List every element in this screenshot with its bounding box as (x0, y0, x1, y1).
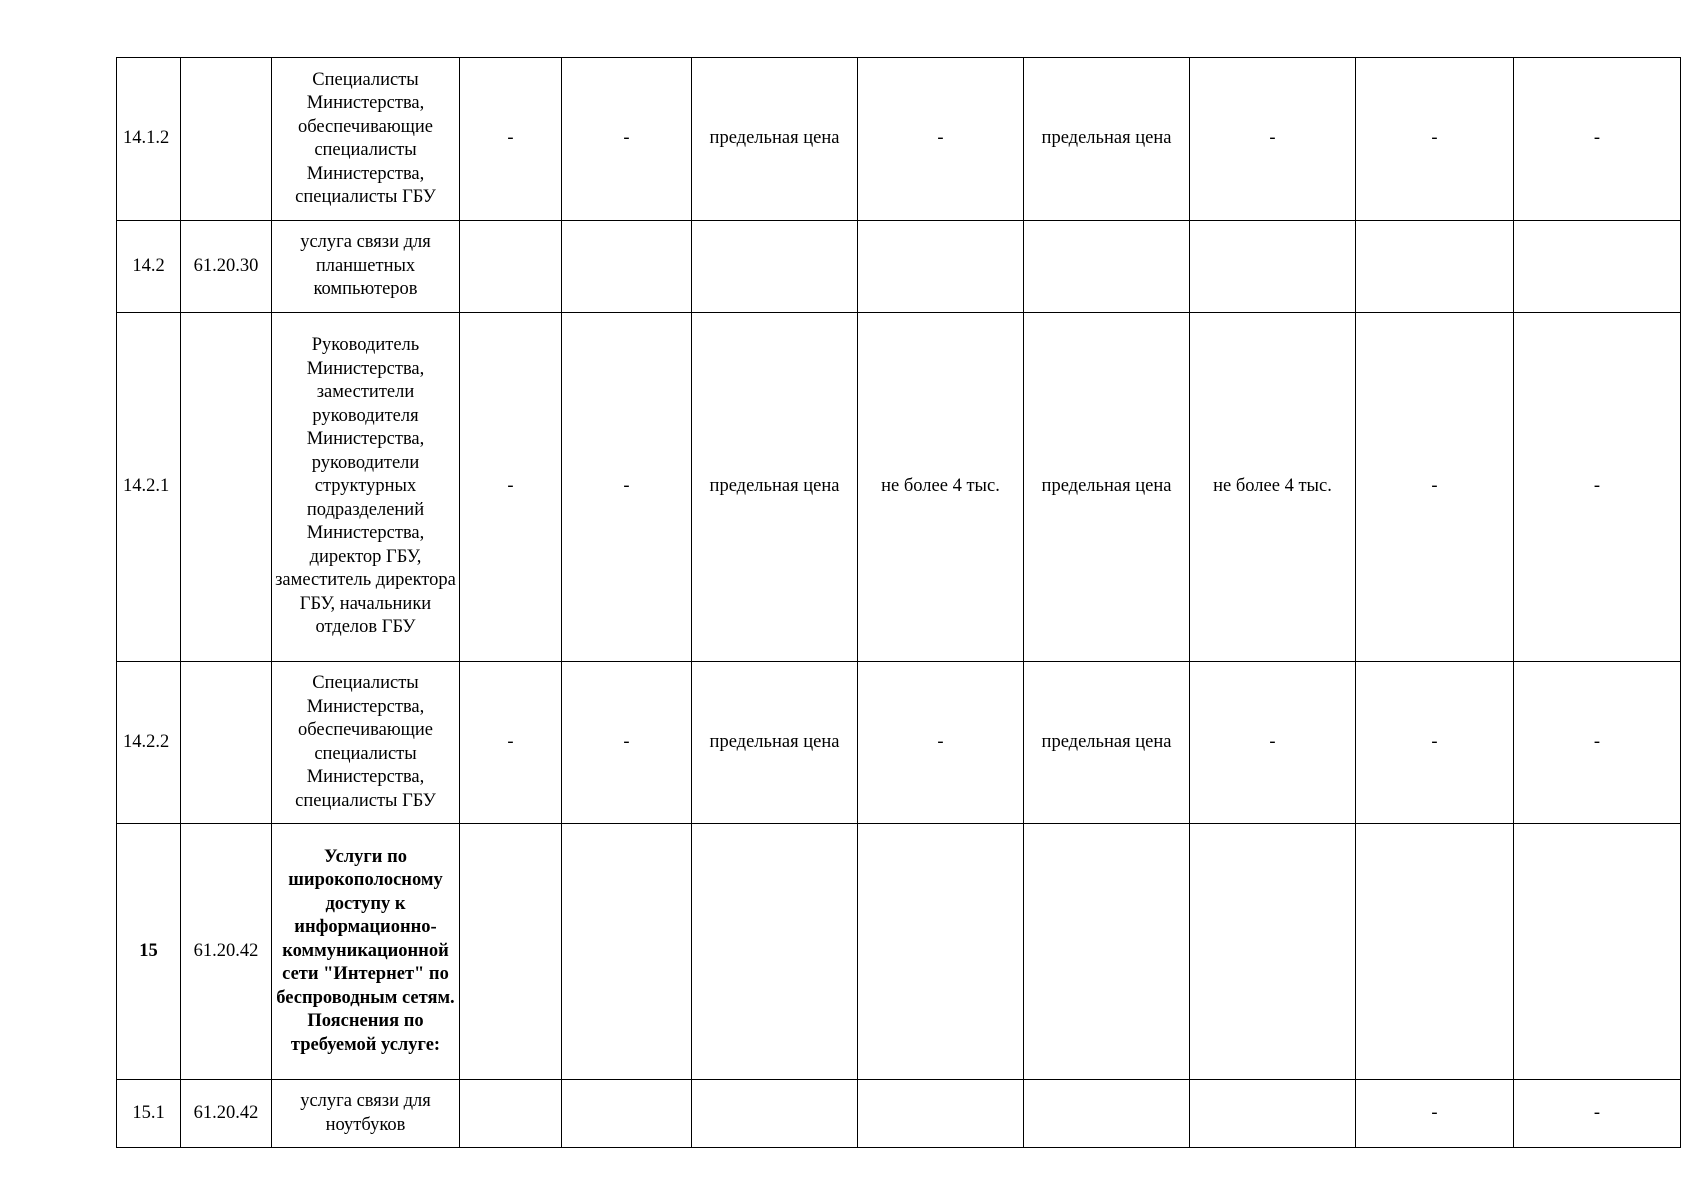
table-cell: - (460, 662, 562, 824)
table-cell: - (1356, 662, 1514, 824)
table-cell (692, 221, 858, 313)
table-cell: не более 4 тыс. (858, 313, 1024, 662)
table-cell (1024, 1080, 1190, 1148)
table-cell: - (1356, 1080, 1514, 1148)
okpd-code: 61.20.42 (181, 1080, 272, 1148)
table-row (117, 1080, 1681, 1148)
table-cell: - (1356, 58, 1514, 221)
table-cell (460, 221, 562, 313)
item-description: услуга связи для ноутбуков (272, 1080, 460, 1148)
table-cell (692, 824, 858, 1080)
table-cell (1024, 221, 1190, 313)
table-cell: - (1356, 313, 1514, 662)
row-number: 14.2.1 (117, 313, 181, 662)
table-cell (460, 1080, 562, 1148)
table-cell: - (1190, 662, 1356, 824)
table-cell: - (858, 58, 1024, 221)
table-cell: предельная цена (692, 313, 858, 662)
table-row (117, 824, 1681, 1080)
table-cell: предельная цена (692, 58, 858, 221)
okpd-code (181, 313, 272, 662)
table-row (117, 313, 1681, 662)
table-cell: - (1514, 662, 1681, 824)
table-cell (562, 1080, 692, 1148)
table-row (117, 221, 1681, 313)
table-cell (1514, 824, 1681, 1080)
okpd-code: 61.20.30 (181, 221, 272, 313)
table-cell: - (1514, 313, 1681, 662)
table-cell: - (460, 313, 562, 662)
okpd-code: 61.20.42 (181, 824, 272, 1080)
norms-table (116, 57, 1681, 1148)
table-cell: - (1190, 58, 1356, 221)
table-cell (460, 824, 562, 1080)
table-cell: - (858, 662, 1024, 824)
okpd-code (181, 662, 272, 824)
table-cell (1190, 824, 1356, 1080)
table-cell: - (562, 313, 692, 662)
table-cell (1356, 221, 1514, 313)
table-cell (692, 1080, 858, 1148)
okpd-code (181, 58, 272, 221)
table-cell (1356, 824, 1514, 1080)
table-cell: не более 4 тыс. (1190, 313, 1356, 662)
item-description: Услуги по широкополосному доступу к информационно-коммуникационной сети "Интернет" по беспроводным сетям. Пояснения по требуемой услуге: (272, 824, 460, 1080)
table-cell: - (1514, 58, 1681, 221)
table-row (117, 58, 1681, 221)
row-number: 14.2 (117, 221, 181, 313)
row-number: 15.1 (117, 1080, 181, 1148)
table-cell: - (1514, 1080, 1681, 1148)
item-description: Руководитель Министерства, заместители руководителя Министерства, руководители структурных подразделений Министерства, директор ГБУ, заместитель директора ГБУ, начальники отделов ГБУ (272, 313, 460, 662)
table-cell (1514, 221, 1681, 313)
item-description: Специалисты Министерства, обеспечивающие специалисты Министерства, специалисты ГБУ (272, 58, 460, 221)
item-description: услуга связи для планшетных компьютеров (272, 221, 460, 313)
row-number: 14.2.2 (117, 662, 181, 824)
item-description: Специалисты Министерства, обеспечивающие специалисты Министерства, специалисты ГБУ (272, 662, 460, 824)
row-number: 15 (117, 824, 181, 1080)
table-row (117, 662, 1681, 824)
table-cell (562, 221, 692, 313)
table-cell (1190, 221, 1356, 313)
table-cell (858, 824, 1024, 1080)
table-cell (858, 1080, 1024, 1148)
row-number: 14.1.2 (117, 58, 181, 221)
table-cell: - (562, 58, 692, 221)
table-cell: предельная цена (1024, 662, 1190, 824)
table-cell (1024, 824, 1190, 1080)
table-cell (1190, 1080, 1356, 1148)
table-cell: предельная цена (692, 662, 858, 824)
table-cell (562, 824, 692, 1080)
table-cell (858, 221, 1024, 313)
table-cell: предельная цена (1024, 313, 1190, 662)
table-cell: - (562, 662, 692, 824)
table-cell: предельная цена (1024, 58, 1190, 221)
table-cell: - (460, 58, 562, 221)
